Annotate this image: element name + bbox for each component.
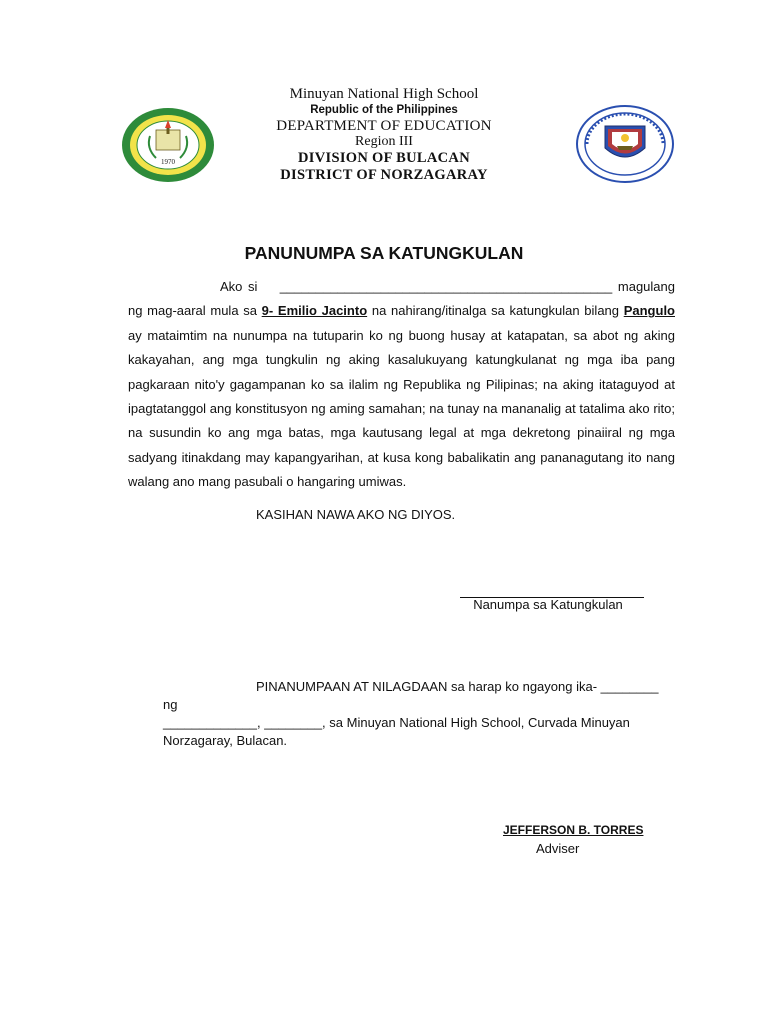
section-name: 9- Emilio Jacinto: [261, 303, 368, 319]
attestation-part1: PINANUMPAAN AT NILAGDAAN sa harap ko ngayong ika- ________ ng: [163, 679, 659, 712]
seal-year: 1970: [161, 158, 175, 166]
department-name: DEPARTMENT OF EDUCATION: [276, 118, 492, 134]
region-name: Region III: [355, 134, 413, 149]
oath-rest: ay mataimtim na nunumpa na tutuparin ko ng buong husay at katapatan, sa abot ng aking kakayahan, ang mga tungkulin ng aking kasalukuyang katungkulanat ng mga iba pang pagkaraan nito'y gagampanan ko sa ilalim ng Republika ng Pilipinas; na aking itataguyod at ipagtatanggol ang konstitusyon ng aming samahan; na tunay na mananalig at tatalima ako rito; na susundin ko ang mga batas, mga kautusang legal at mga dekretong pinaiiral ng mga sadyang itinakdang may kapangyarihan, at kusa kong babalikatin ang pananagutang ito nang walang ano mang pasubali o hangaring umiwas.: [128, 327, 675, 490]
republic-name: Republic of the Philippines: [310, 104, 458, 116]
school-name: Minuyan National High School: [289, 86, 479, 102]
oath-mid: na nahirang/itinalga sa katungkulan bilang: [371, 303, 620, 319]
signature-label: Nanumpa sa Katungkulan: [473, 597, 623, 612]
position-name: Pangulo: [623, 303, 675, 319]
adviser-name: JEFFERSON B. TORRES: [503, 823, 644, 837]
adviser-role: Adviser: [536, 841, 580, 856]
division-name: DIVISION OF BULACAN: [298, 150, 470, 166]
blessing-line: KASIHAN NAWA AKO NG DIYOS.: [256, 507, 456, 522]
document-title: PANUNUMPA SA KATUNGKULAN: [244, 243, 524, 263]
oath-intro: Ako si: [220, 279, 258, 294]
oath-paragraph: [128, 275, 675, 495]
name-blank: ______________________________________________: [279, 279, 613, 294]
attestation-paragraph: [163, 678, 663, 750]
letterhead: [0, 86, 768, 184]
oath-after-name: magulang ng mag-aaral mula sa: [128, 279, 675, 319]
district-name: DISTRICT OF NORZAGARAY: [280, 167, 488, 183]
attestation-part2: _____________, ________, sa Minuyan National High School, Curvada Minuyan Norzagaray, Bulacan.: [163, 715, 630, 748]
